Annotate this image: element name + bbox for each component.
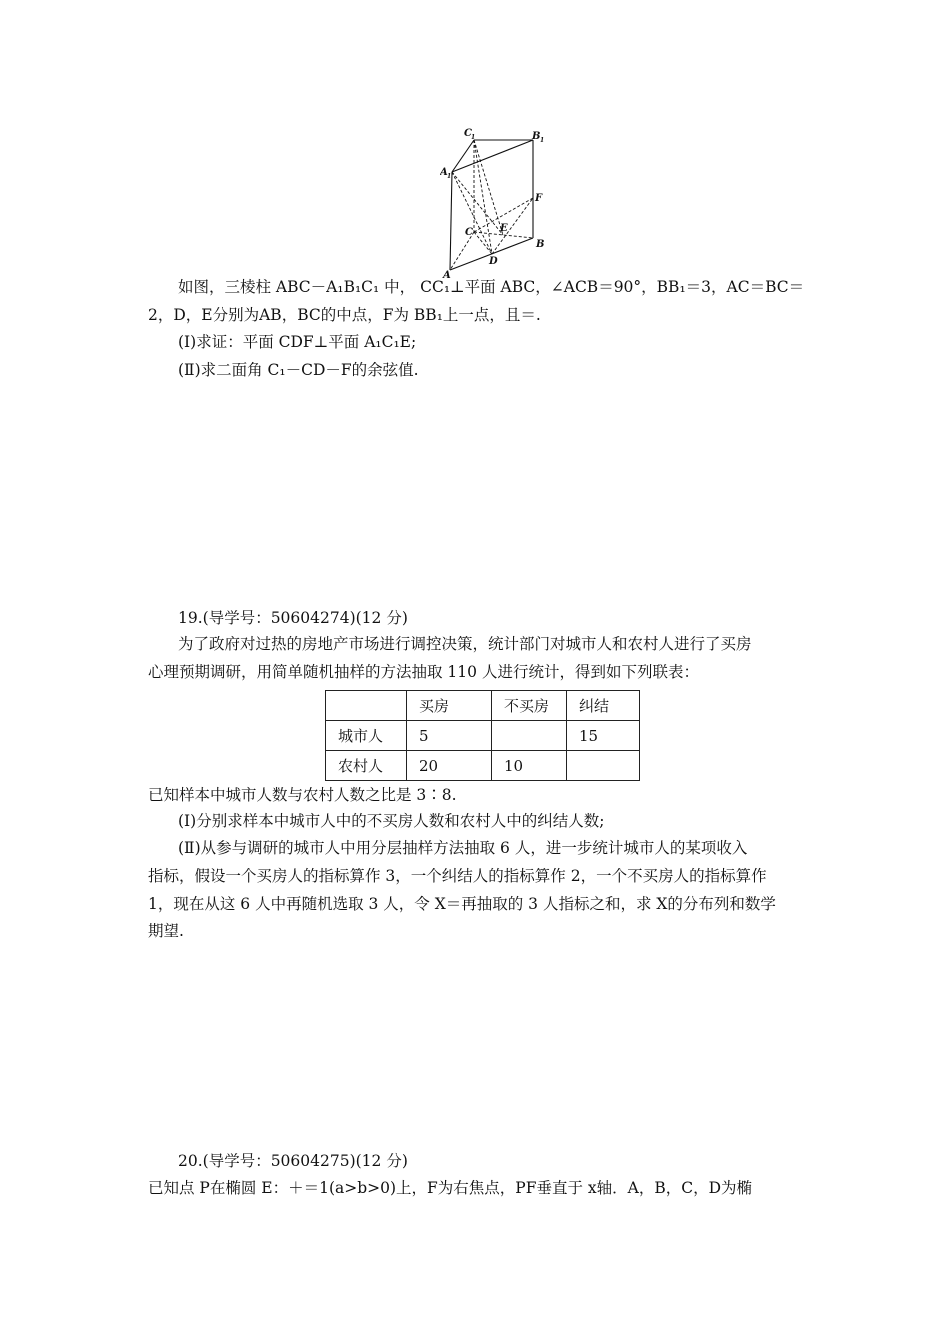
- contingency-table: [325, 690, 640, 781]
- label-B1-sub: 1: [540, 137, 545, 144]
- p19-part2-line1: (Ⅱ)从参与调研的城市人中用分层抽样方法抽取 6 人，进一步统计城市人的某项收入: [178, 839, 748, 857]
- p19-part2-line4: 期望.: [148, 922, 184, 940]
- p20-line1: 已知点 P在椭圆 E：＋＝1(a>b>0)上，F为右焦点，PF垂直于 x轴．A，B，C，D为椭: [148, 1179, 753, 1197]
- p19-intro-line2: 心理预期调研，用简单随机抽样的方法抽取 110 人进行统计，得到如下列联表：: [148, 663, 699, 681]
- table-row: [326, 721, 640, 751]
- p19-header: 19.(导学号：50604274)(12 分): [178, 609, 408, 627]
- p19-part1: (Ⅰ)分别求样本中城市人中的不买房人数和农村人中的纠结人数;: [178, 812, 605, 830]
- table-cell: 5: [407, 721, 492, 751]
- label-E: E: [500, 223, 508, 234]
- label-A1-sub: 1: [447, 173, 452, 180]
- table-header-cell: 不买房: [492, 691, 567, 721]
- table-cell: 城市人: [326, 721, 407, 751]
- label-D: D: [489, 256, 498, 267]
- table-cell: 10: [492, 751, 567, 781]
- p19-ratio-line: 已知样本中城市人数与农村人数之比是 3∶8.: [148, 786, 457, 804]
- table-cell: 农村人: [326, 751, 407, 781]
- p19-intro-line1: 为了政府对过热的房地产市场进行调控决策，统计部门对城市人和农村人进行了买房: [178, 635, 752, 653]
- table-cell: 20: [407, 751, 492, 781]
- label-C1: C: [464, 128, 472, 139]
- label-C: C: [465, 227, 473, 238]
- table-header-cell: 买房: [407, 691, 492, 721]
- p19-part2-line3: 1，现在从这 6 人中再随机选取 3 人，令 X＝再抽取的 3 人指标之和，求 X的分布列和数学: [148, 895, 776, 913]
- table-cell: [567, 751, 640, 781]
- label-B1: B: [532, 131, 541, 142]
- p19-part2-line2: 指标，假设一个买房人的指标算作 3，一个纠结人的指标算作 2，一个不买房人的指标算作: [148, 867, 767, 885]
- table-header-cell: 纠结: [567, 691, 640, 721]
- label-B: B: [536, 239, 545, 250]
- prism-figure: [440, 128, 560, 278]
- label-F: F: [535, 193, 543, 204]
- p18-part2: (Ⅱ)求二面角 C₁－CD－F的余弦值.: [178, 361, 419, 379]
- table-header-row: [326, 691, 640, 721]
- label-A: A: [443, 270, 451, 278]
- table-row: [326, 751, 640, 781]
- p18-part1: (Ⅰ)求证：平面 CDF⊥平面 A₁C₁E;: [178, 333, 417, 351]
- table-cell: 15: [567, 721, 640, 751]
- label-A1: A: [440, 167, 448, 178]
- p18-line2: 2，D，E分别为AB，BC的中点，F为 BB₁上一点，且＝.: [148, 306, 541, 324]
- table-header-cell: [326, 691, 407, 721]
- label-C1-sub: 1: [471, 134, 476, 141]
- p20-header: 20.(导学号：50604275)(12 分): [178, 1152, 408, 1170]
- p18-line1: 如图，三棱柱 ABC－A₁B₁C₁ 中， CC₁⊥平面 ABC，∠ACB＝90°，BB₁＝3，AC＝BC＝: [178, 278, 805, 296]
- table-cell: [492, 721, 567, 751]
